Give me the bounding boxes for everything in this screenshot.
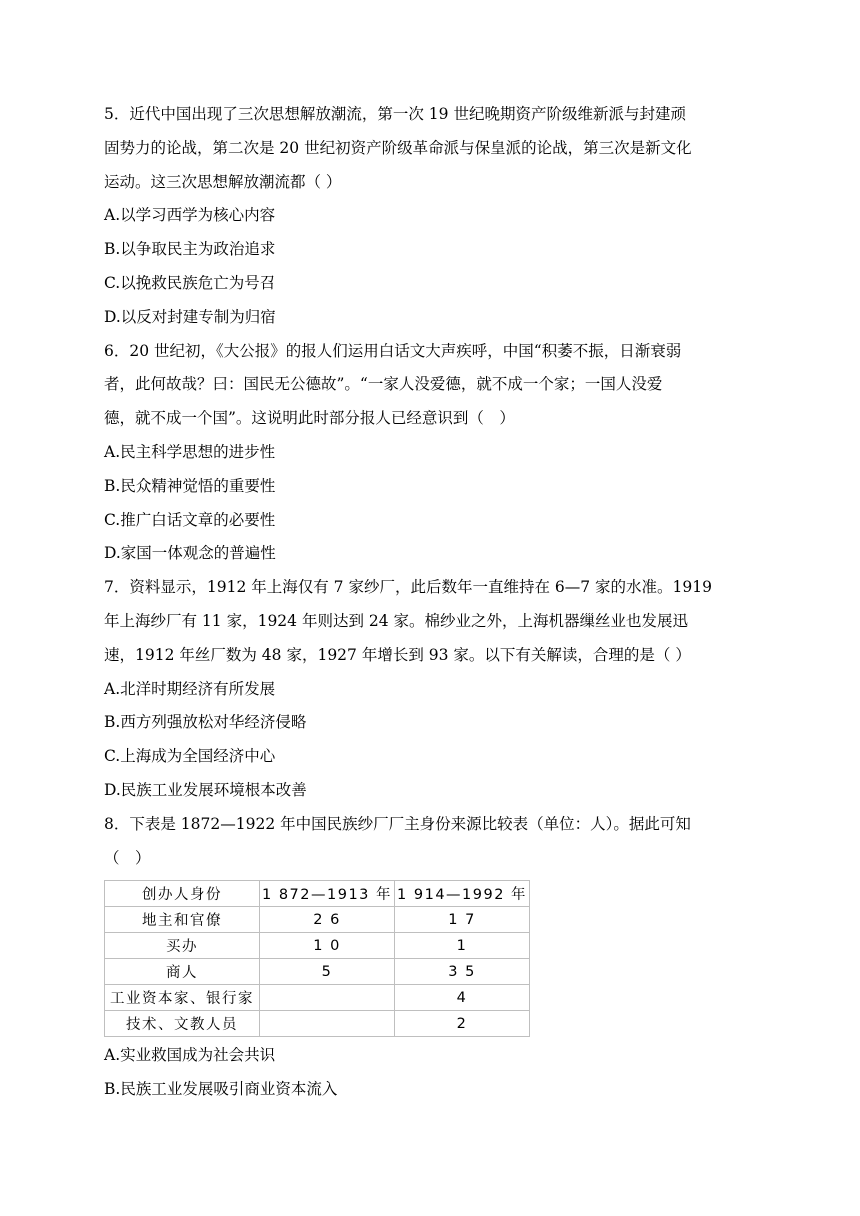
table-header-cell: 1 872—1913 年	[260, 881, 395, 907]
option-b[interactable]: B.以争取民主为政治追求	[104, 240, 276, 259]
option-a[interactable]: A.实业救国成为社会共识	[104, 1046, 276, 1065]
table-header-cell: 创办人身份	[105, 881, 260, 907]
question-stem-line: 年上海纱厂有 11 家，1924 年则达到 24 家。棉纱业之外，上海机器缫丝业也发展迅	[104, 611, 689, 630]
option-d[interactable]: D.民族工业发展环境根本改善	[104, 780, 307, 799]
table-cell: 1	[395, 933, 530, 959]
table-row	[105, 959, 530, 985]
table-row	[105, 985, 530, 1011]
table-cell	[260, 985, 395, 1011]
question-stem-line: 6．20 世纪初，《大公报》的报人们运用白话文大声疾呼，中国“积萎不振，日渐衰弱	[104, 341, 682, 360]
table-cell: 4	[395, 985, 530, 1011]
option-b[interactable]: B.民众精神觉悟的重要性	[104, 476, 276, 495]
table-row	[105, 907, 530, 933]
question-5	[104, 98, 764, 335]
table-cell: 工业资本家、银行家	[105, 985, 260, 1011]
table-cell: 1 7	[395, 907, 530, 933]
question-6	[104, 335, 764, 572]
exam-page	[104, 98, 764, 1107]
option-a[interactable]: A.以学习西学为核心内容	[104, 206, 276, 225]
table-cell: 1 0	[260, 933, 395, 959]
option-a[interactable]: A.北洋时期经济有所发展	[104, 679, 276, 698]
option-b[interactable]: B.西方列强放松对华经济侵略	[104, 713, 307, 732]
question-stem-line: 运动。这三次思想解放潮流都（ ）	[104, 172, 342, 191]
founder-identity-table	[104, 880, 530, 1037]
question-stem-line: （ ）	[104, 848, 151, 867]
table-cell: 买办	[105, 933, 260, 959]
option-c[interactable]: C.以挽救民族危亡为号召	[104, 273, 276, 292]
question-stem-line: 8．下表是 1872—1922 年中国民族纱厂厂主身份来源比较表（单位：人）。据此可知	[104, 814, 691, 833]
question-stem-line: 7．资料显示，1912 年上海仅有 7 家纱厂，此后数年一直维持在 6—7 家的水准。1919	[104, 578, 712, 597]
option-c[interactable]: C.推广白话文章的必要性	[104, 510, 276, 529]
option-d[interactable]: D.以反对封建专制为归宿	[104, 307, 276, 326]
table-cell: 地主和官僚	[105, 907, 260, 933]
question-8	[104, 808, 764, 1107]
table-cell: 2 6	[260, 907, 395, 933]
option-c[interactable]: C.上海成为全国经济中心	[104, 747, 276, 766]
question-stem-line: 者，此何故哉？曰：国民无公德故”。“一家人没爱德，就不成一个家；一国人没爱	[104, 375, 663, 394]
option-a[interactable]: A.民主科学思想的进步性	[104, 442, 276, 461]
question-stem-line: 德，就不成一个国”。这说明此时部分报人已经意识到（ ）	[104, 409, 515, 428]
table-row	[105, 933, 530, 959]
table-cell	[260, 1011, 395, 1037]
table-cell: 技术、文教人员	[105, 1011, 260, 1037]
question-stem-line: 固势力的论战，第二次是 20 世纪初资产阶级革命派与保皇派的论战，第三次是新文化	[104, 138, 692, 157]
table-row	[105, 1011, 530, 1037]
table-cell: 商人	[105, 959, 260, 985]
question-stem-line: 5．近代中国出现了三次思想解放潮流，第一次 19 世纪晚期资产阶级维新派与封建顽	[104, 105, 686, 123]
table-header-row	[105, 881, 530, 907]
option-b[interactable]: B.民族工业发展吸引商业资本流入	[104, 1080, 338, 1099]
question-stem-line: 速，1912 年丝厂数为 48 家，1927 年增长到 93 家。以下有关解读，合理的是（ ）	[104, 645, 691, 664]
table-header-cell: 1 914—1992 年	[395, 881, 530, 907]
question-7	[104, 571, 764, 808]
table-cell: 2	[395, 1011, 530, 1037]
table-cell: 5	[260, 959, 395, 985]
option-d[interactable]: D.家国一体观念的普遍性	[104, 544, 276, 563]
table-cell: 3 5	[395, 959, 530, 985]
